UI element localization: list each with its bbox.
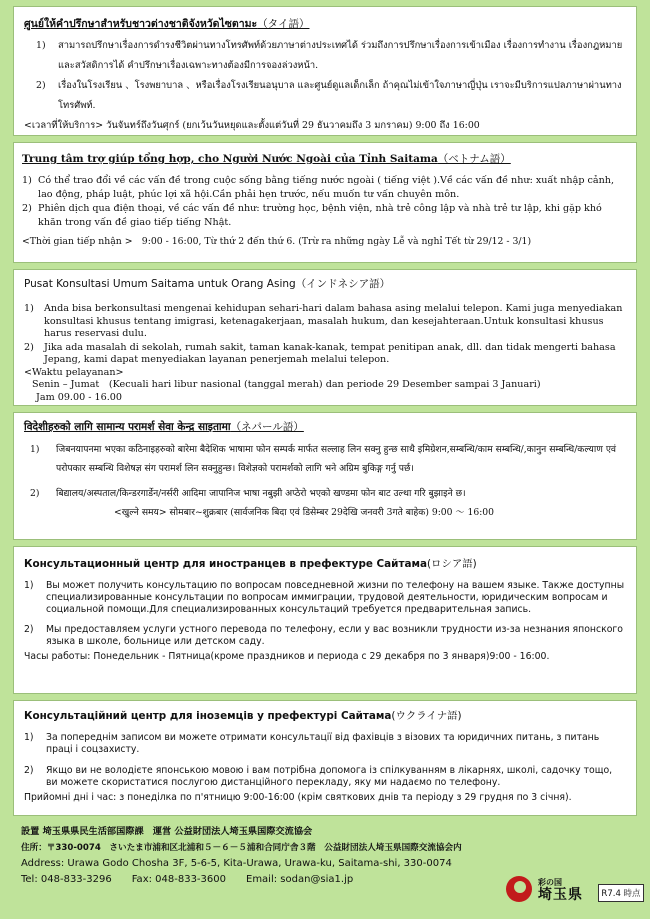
ukraine-title: Консультаційний центр для іноземців у префектурі Сайтама(ウクライナ語) <box>24 710 462 722</box>
ukraine-hours: Прийомні дні і час: з понеділка по п'ятницю 9:00-16:00 (крім святкових днів та періоду з 29 грудня по 3 січня). <box>24 792 572 803</box>
footer-address-en: Address: Urawa Godo Chosha 3F, 5-6-5, Kita-Urawa, Urawa-ku, Saitama-shi, 330-0074 <box>21 858 452 869</box>
footer-operator: 設置 埼玉県県民生活部国際課 運営 公益財団法人埼玉県国際交流協会 <box>21 826 313 837</box>
indonesia-hours-time: Jam 09.00 - 16.00 <box>36 391 122 403</box>
russia-item-2: 2) Мы предоставляем услуги устного перевода по телефону, если у вас возникли трудности из-за незнания японского языка в школе, больнице или детском саду. <box>24 624 623 648</box>
vietnam-item-2: 2) Phiên dịch qua điện thoại, về các vấn đề như: trường học, bệnh viện, nhà trẻ công lập và nhà trẻ tư lập, khi gặp khó khăn trong vấn đề giao tiếp tiếng Nhật. <box>22 203 602 228</box>
vietnam-title: Trung tâm trợ giúp tổng hợp, cho Người Nước Ngoài của Tỉnh Saitama（ベトナム語） <box>22 153 511 165</box>
saitama-logo-icon <box>506 876 532 902</box>
ukraine-item-1: 1) За попереднім записом ви можете отримати консультації від фахівців з візових та юридичних питань, з питань праці і соцзахисту. <box>24 732 600 755</box>
thai-section <box>13 6 637 136</box>
thai-hours: <เวลาที่ให้บริการ> วันจันทร์ถึงวันศุกร์ (ยกเว้นวันหยุดและตั้งแต่วันที่ 29 ธันวาคมถึง 3 มกราคม) 9:00 ถึง 16:00 <box>24 120 480 131</box>
nepal-item-1: 1) जिबनयापनमा भएका कठिनाइहरुको बारेमा बैदेशिक भाषामा फोन सम्पर्क मार्फत सल्लाह लिन सक्नु हुन्छ साथै इमिग्रेशन,सम्बन्धि/काम सम्बन्धि/,कानुन सम्बन्धि/कल्याण एवं परोपकार सम्बन्धि विशेषज्ञ संग परामर्श लिन सक्नुहुन्छ। विशेज्ञको परामर्शको लागि भने अग्रिम बुकिङ्ग गर्नु पर्छ। <box>30 444 617 474</box>
indonesia-hours-label: <Waktu pelayanan> <box>24 366 124 378</box>
nepal-title: विदेशीहरुको लागि सामान्य परामर्श सेवा केन्द्र साइतामा（ネパール語） <box>24 421 304 433</box>
nepal-hours: <खुल्ने समय> सोमबार~शुक्रबार (सार्वजनिक बिदा एवं डिसेम्बर 29देखि जनवरी 3गते बाहेक) 9:00 ～ 16:00 <box>114 507 494 518</box>
logo-big-text: 埼玉県 <box>538 887 583 903</box>
saitama-logo <box>506 874 596 904</box>
russia-section <box>13 546 637 694</box>
russia-title: Консультационный центр для иностранцев в префектуре Сайтама(ロシア語) <box>24 558 477 570</box>
nepal-item-2: 2) बिद्यालय/अस्पताल/किन्डरगार्डेन/नर्सरी आदिमा जापानिज भाषा नबुझी अप्ठेरो भएको खण्डमा फोन बाट उल्था गरि बुझाइने छ। <box>30 488 466 499</box>
vietnam-item-1: 1) Có thể trao đổi về các vấn đề trong cuộc sống bằng tiếng nước ngoài ( tiếng việt ).Về các vấn đề như: xuất nhập cảnh, lao động, pháp luật, phúc lợi xã hội.Cần phải hẹn trước, nếu muốn tư vấn chuyên môn. <box>22 175 615 200</box>
indonesia-section <box>13 269 637 406</box>
vietnam-section <box>13 142 637 263</box>
nepal-section <box>13 412 637 540</box>
footer-contact: Tel: 048-833-3296 Fax: 048-833-3600 Email: sodan@sia1.jp <box>21 874 354 885</box>
indonesia-item-1: 1) Anda bisa berkonsultasi mengenai kehidupan sehari-hari dalam bahasa asing melalui telepon. Kami juga menyediakan konsultasi khusus tentang imigrasi, ketenagakerjaan, masalah hukum, dan kesejahteraan.Untuk konsultasi khusus harus reservasi dulu. <box>24 303 623 339</box>
russia-item-1: 1) Вы может получить консультацию по вопросам повседневной жизни по телефону на вашем языке. Также доступны специализированные консультации по вопросам иммиграции, трудовой деятельности, юридическим вопросам и социальной помощи.Для специализированных консультаций требуется предварительная запись. <box>24 580 625 615</box>
footer-address-jp: 住所：〒330-0074 さいたま市浦和区北浦和５－６－５浦和合同庁舎３階 公益財団法人埼玉県国際交流協会内 <box>21 843 462 853</box>
thai-item-2: 2) เรื่องในโรงเรียน 、โรงพยาบาล 、หรือเรื่องโรงเรียนอนุบาล และศูนย์ดูแลเด็กเล็ก ถ้าคุณไม่เข้าใจภาษาญี่ปุ่น เราจะมีบริการแปลภาษาผ่านทางโทรศัพท์. <box>36 80 622 111</box>
footer <box>13 818 641 910</box>
ukraine-section <box>13 700 637 816</box>
vietnam-hours: <Thời gian tiếp nhận > 9:00 - 16:00, Từ thứ 2 đến thứ 6. (Trừ ra những ngày Lễ và nghỉ Tết từ 29/12 - 3/1) <box>22 236 532 247</box>
ukraine-item-2: 2) Якщо ви не володієте японською мовою і вам потрібна допомога із спілкуванням в лікарнях, школі, садочку тощо, ви можете скористатися послугою дистанційного перекладу, яку ми надаємо по телефону. <box>24 765 613 788</box>
indonesia-title: Pusat Konsultasi Umum Saitama untuk Orang Asing（インドネシア語） <box>24 278 391 290</box>
indonesia-item-2: 2) Jika ada masalah di sekolah, rumah sakit, taman kanak-kanak, tempat penitipan anak, dll. dan tidak mengerti bahasa Jepang, kami dapat menyediakan layanan penerjemah melalui telepon. <box>24 341 616 365</box>
russia-hours: Часы работы: Понедельник - Пятница(кроме праздников и периода с 29 декабря по 3 января)9:00 - 16:00. <box>24 650 550 662</box>
date-badge: R7.4 時点 <box>598 884 644 902</box>
thai-title: ศูนย์ให้คำปรึกษาสำหรับชาวต่างชาติจังหวัดไซตามะ（タイ語） <box>24 18 310 30</box>
thai-item-1: 1) สามารถปรึกษาเรื่องการดำรงชีวิตผ่านทางโทรศัพท์ด้วยภาษาต่างประเทศได้ ร่วมถึงการปรึกษาเรื่องการเข้าเมือง เรื่องการทำงาน เรื่องกฎหมาย และสวัสดิการได้ คำปรึกษาเรื่องเฉพาะทางต้องมีการจองล่วงหน้า. <box>36 40 623 71</box>
logo-small-text: 彩の国 <box>538 878 562 887</box>
indonesia-hours-days: Senin – Jumat (Kecuali hari libur nasional (tanggal merah) dan periode 29 Desember sampai 3 Januari) <box>32 379 541 390</box>
